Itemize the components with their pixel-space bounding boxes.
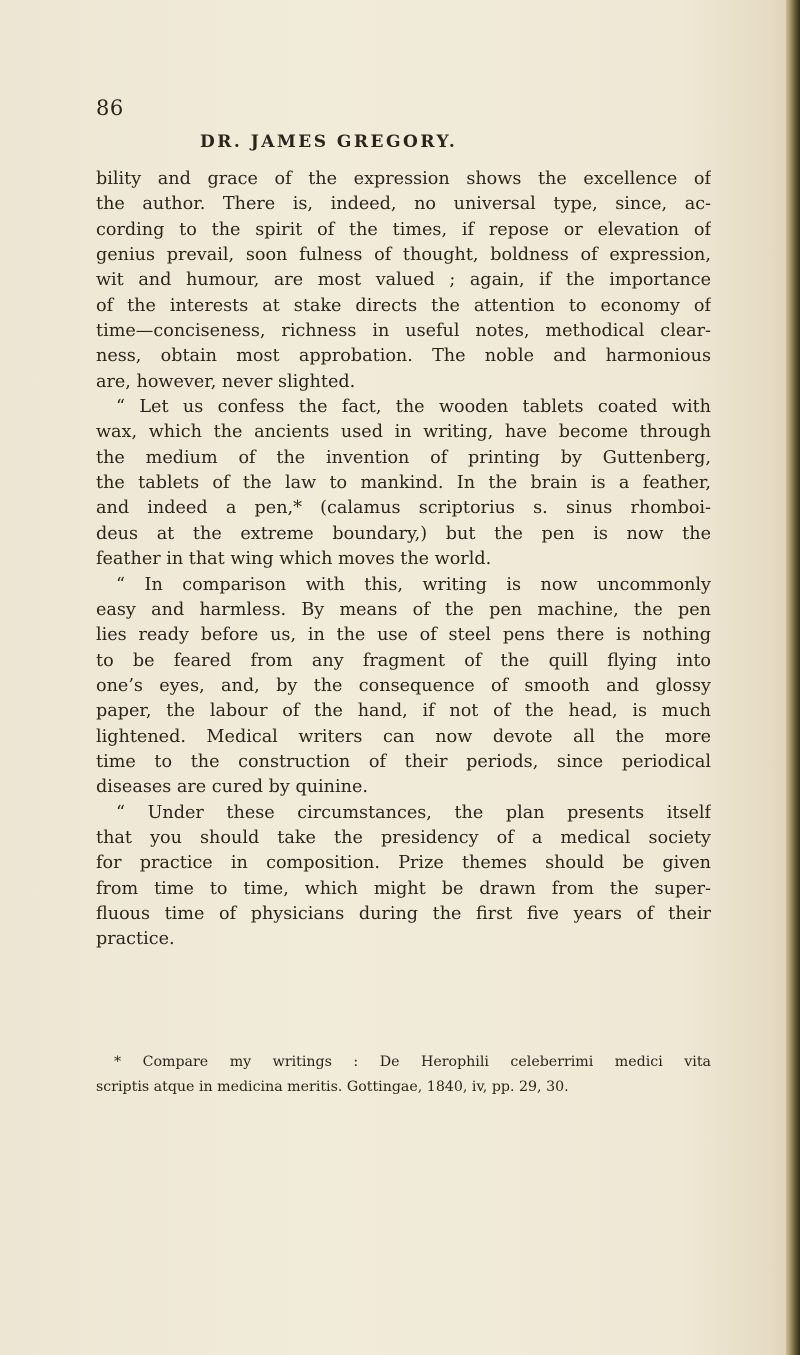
text-line: of the interests at stake directs the attention to economy of xyxy=(96,295,711,316)
text-line: fluous time of physicians during the first five years of their xyxy=(96,903,711,924)
text-line: from time to time, which might be drawn from the super- xyxy=(96,878,711,899)
text-line: bility and grace of the expression shows the excellence of xyxy=(96,169,711,189)
page-binding-edge xyxy=(786,0,800,1355)
paragraph-start-line: “ Under these circumstances, the plan presents itself xyxy=(116,802,711,823)
text-line: diseases are cured by quinine. xyxy=(96,777,368,798)
text-line: cording to the spirit of the times, if repose or elevation of xyxy=(96,219,711,240)
text-line: ness, obtain most approbation. The noble and harmonious xyxy=(96,346,711,367)
text-line: deus at the extreme boundary,) but the pen is now the xyxy=(96,523,711,544)
footnote xyxy=(96,1050,711,1100)
text-line: are, however, never slighted. xyxy=(96,371,356,392)
text-line: time to the construction of their periods, since periodical xyxy=(96,751,711,772)
text-line: the author. There is, indeed, no universal type, since, ac- xyxy=(96,194,711,215)
text-line: the medium of the invention of printing by Guttenberg, xyxy=(96,447,711,468)
footnote-line: scriptis atque in medicina meritis. Gottingae, 1840, iv, pp. 29, 30. xyxy=(96,1079,569,1095)
text-line: to be feared from any fragment of the quill flying into xyxy=(96,650,711,671)
paragraph-start-line: “ In comparison with this, writing is now uncommonly xyxy=(116,574,711,595)
text-line: and indeed a pen,* (calamus scriptorius s. sinus rhomboi- xyxy=(96,498,711,519)
text-line: one’s eyes, and, by the consequence of smooth and glossy xyxy=(96,675,711,696)
text-line: practice. xyxy=(96,929,175,950)
running-head: DR. JAMES GREGORY. xyxy=(200,132,458,152)
page-number: 86 xyxy=(96,96,124,120)
text-line: easy and harmless. By means of the pen machine, the pen xyxy=(96,599,711,620)
paragraph-start-line: “ Let us confess the fact, the wooden tablets coated with xyxy=(116,397,711,418)
text-line: feather in that wing which moves the world. xyxy=(96,549,492,570)
text-line: the tablets of the law to mankind. In the brain is a feather, xyxy=(96,473,711,494)
text-line: paper, the labour of the hand, if not of the head, is much xyxy=(96,701,711,722)
text-line: genius prevail, soon fulness of thought, boldness of expression, xyxy=(96,245,711,266)
text-line: that you should take the presidency of a medical society xyxy=(96,827,711,848)
text-line: time—conciseness, richness in useful notes, methodical clear- xyxy=(96,321,711,342)
text-line: lightened. Medical writers can now devote all the more xyxy=(96,726,711,747)
footnote-line: * Compare my writings : De Herophili celeberrimi medici vita xyxy=(114,1054,711,1070)
body-text xyxy=(96,167,711,953)
text-line: for practice in composition. Prize themes should be given xyxy=(96,853,711,874)
text-line: lies ready before us, in the use of steel pens there is nothing xyxy=(96,625,711,646)
text-line: wax, which the ancients used in writing, have become through xyxy=(96,422,711,443)
text-line: wit and humour, are most valued ; again, if the importance xyxy=(96,270,711,291)
